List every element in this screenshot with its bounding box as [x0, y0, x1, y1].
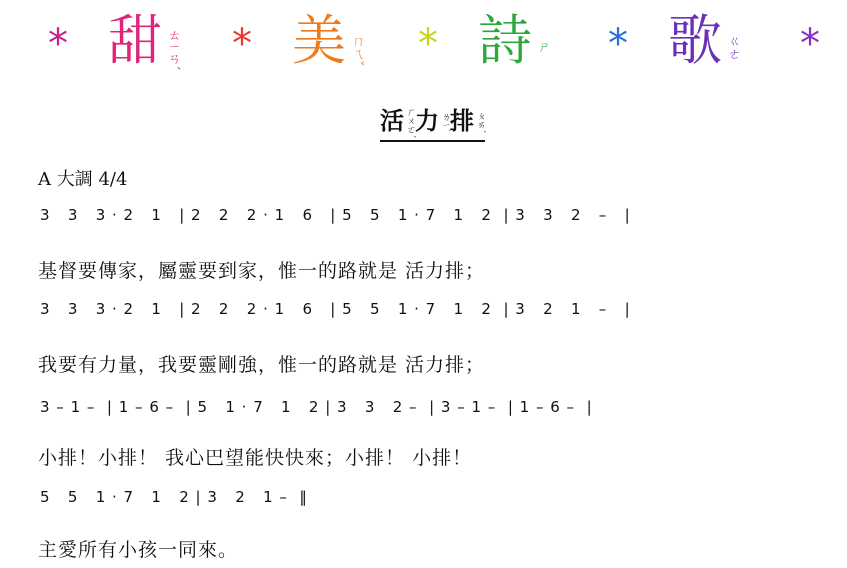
title-char-2: 力	[415, 106, 439, 135]
star-3: *	[418, 21, 438, 67]
lyric-line-4: 主愛所有小孩一同來。	[38, 539, 239, 561]
lyric-line-1: 基督要傳家，屬靈要到家，惟一的路就是 活力排；	[38, 260, 486, 282]
key-signature: A 大調 4/4	[38, 169, 128, 190]
notation-line-3: 3 – 1 – | 1 – 6 – | 5 1 · 7 1 2 | 3 3 2 – | 3 – 1 – | 1 – 6 – |	[40, 398, 593, 416]
title-char-3: 排	[450, 106, 474, 135]
lyric-line-3: 小排！小排！ 我心巴望能快快來；小排！ 小排！	[38, 447, 473, 469]
title-zhuyin-3: ㄆㄞˊ	[475, 111, 485, 134]
song-title	[380, 106, 485, 142]
banner-char-1: 甜	[108, 9, 162, 72]
title-zhuyin-1: ㄏㄨㄛˊ	[405, 106, 415, 139]
banner-zhuyin-2: ㄇㄟˇ	[349, 34, 364, 67]
star-1: *	[48, 21, 68, 67]
banner-char-4: 歌	[668, 9, 722, 72]
notation-line-1: 3 3 3 · 2 1 | 2 2 2 · 1 6 | 5 5 1 · 7 1 2 | 3 3 2 – |	[40, 206, 631, 224]
notation-line-2: 3 3 3 · 2 1 | 2 2 2 · 1 6 | 5 5 1 · 7 1 2 | 3 2 1 – |	[40, 300, 631, 318]
star-4: *	[608, 21, 628, 67]
banner-char-3: 詩	[478, 9, 532, 72]
banner-zhuyin-1: ㄊㄧㄢˊ	[165, 28, 180, 71]
lyric-line-2: 我要有力量，我要靈剛強，惟一的路就是 活力排；	[38, 354, 486, 376]
title-zhuyin-2: ㄌㄧˋ	[440, 112, 450, 133]
star-5: *	[800, 21, 820, 67]
banner-char-2: 美	[292, 9, 346, 72]
banner-zhuyin-4: ㄍㄜ	[725, 34, 740, 60]
notation-line-4: 5 5 1 · 7 1 2 | 3 2 1 – ‖	[40, 488, 308, 506]
banner	[0, 9, 847, 84]
banner-zhuyin-3: ㄕ	[535, 40, 550, 53]
title-char-1: 活	[380, 106, 404, 135]
star-2: *	[232, 21, 252, 67]
